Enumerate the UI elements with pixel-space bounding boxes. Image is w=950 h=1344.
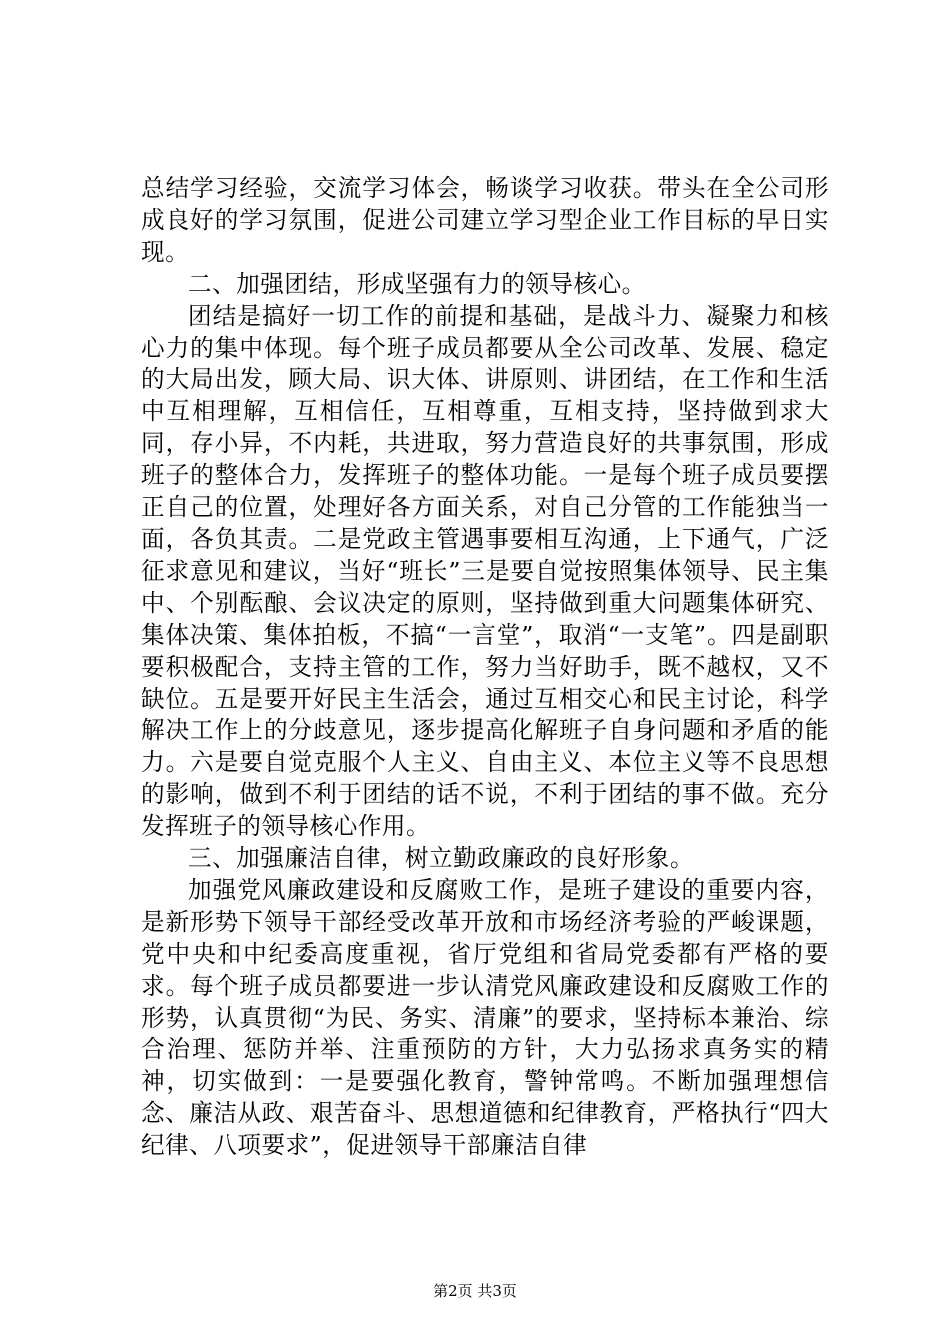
document-body [141,173,829,1162]
paragraph-intro: 总结学习经验，交流学习体会，畅谈学习收获。带头在全公司形成良好的学习氛围，促进公司建立学习型企业工作目标的早日实现。 [141,174,829,266]
page-footer: 第2页 共3页 [433,1282,517,1300]
section-heading-2: 二、加强团结，形成坚强有力的领导核心。 [188,269,646,298]
section-heading-3: 三、加强廉洁自律，树立勤政廉政的良好形象。 [188,844,694,873]
paragraph-unity: 团结是搞好一切工作的前提和基础，是战斗力、凝聚力和核心力的集中体现。每个班子成员都要从全公司改革、发展、稳定的大局出发，顾大局、识大体、讲原则、讲团结，在工作和生活中互相理解，互相信任，互相尊重，互相支持，坚持做到求大同，存小异，不内耗，共进取，努力营造良好的共事氛围，形成班子的整体合力，发挥班子的整体功能。一是每个班子成员要摆正自己的位置，处理好各方面关系，对自己分管的工作能独当一面，各负其责。二是党政主管遇事要相互沟通，上下通气，广泛征求意见和建议，当好“班长”三是要自觉按照集体领导、民主集中、个别酝酿、会议决定的原则，坚持做到重大问题集体研究、集体决策、集体拍板，不搞“一言堂”，取消“一支笔”。四是副职要积极配合，支持主管的工作，努力当好助手，既不越权，又不缺位。五是要开好民主生活会，通过互相交心和民主讨论，科学解决工作上的分歧意见，逐步提高化解班子自身问题和矛盾的能力。六是要自觉克服个人主义、自由主义、本位主义等不良思想的影响，做到不利于团结的话不说，不利于团结的事不做。充分发挥班子的领导核心作用。 [141,301,829,841]
paragraph-integrity: 加强党风廉政建设和反腐败工作，是班子建设的重要内容，是新形势下领导干部经受改革开放和市场经济考验的严峻课题，党中央和中纪委高度重视，省厅党组和省局党委都有严格的要求。每个班子成员都要进一步认清党风廉政建设和反腐败工作的形势，认真贯彻“为民、务实、清廉”的要求，坚持标本兼治、综合治理、惩防并举、注重预防的方针，大力弘扬求真务实的精神，切实做到：一是要强化教育，警钟常鸣。不断加强理想信念、廉洁从政、艰苦奋斗、思想道德和纪律教育，严格执行“四大纪律、八项要求”，促进领导干部廉洁自律 [141,875,829,1160]
